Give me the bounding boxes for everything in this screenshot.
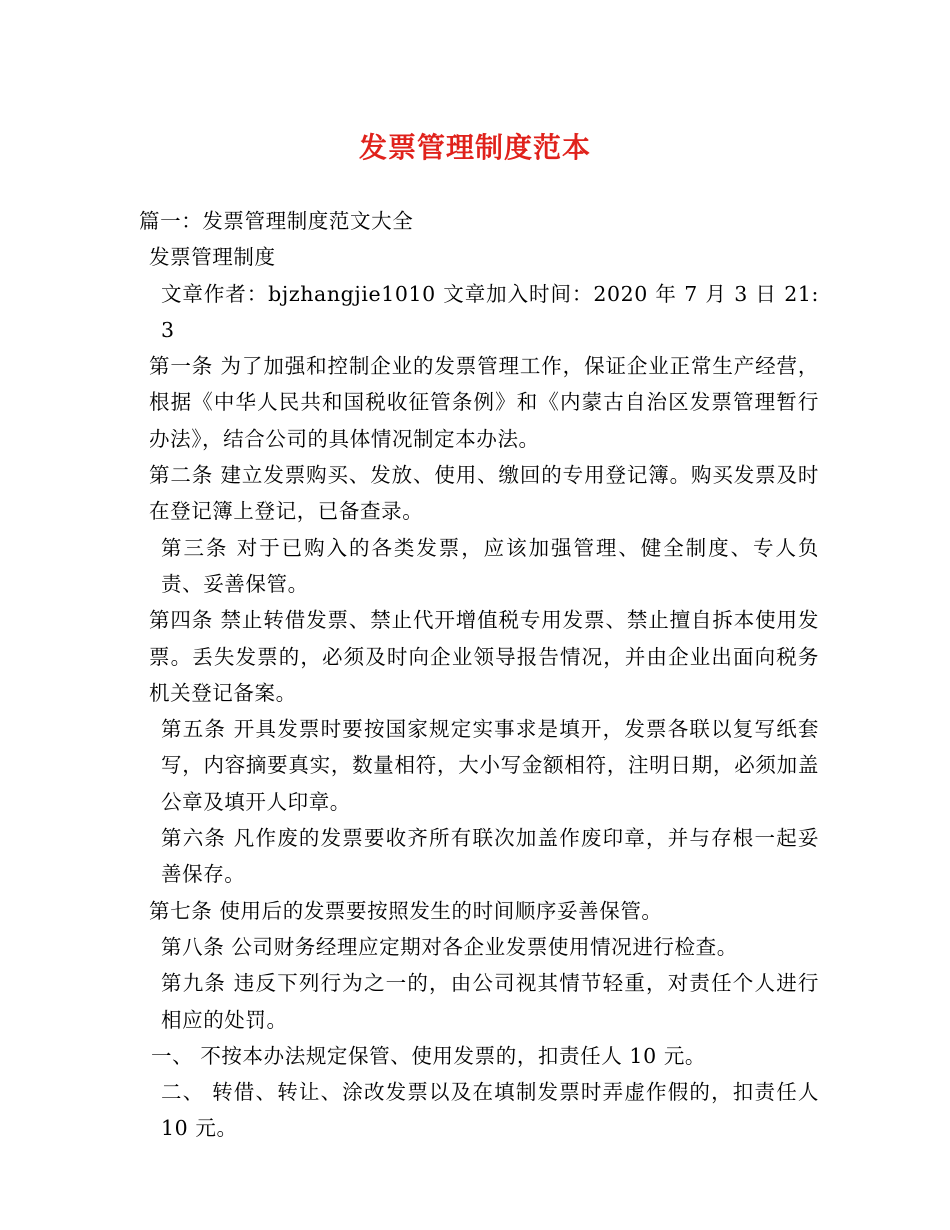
subheading: 发票管理制度 bbox=[149, 245, 276, 270]
article-6: 第六条 凡作废的发票要收齐所有联次加盖作废印章，并与存根一起妥善保存。 bbox=[161, 826, 819, 887]
article-4: 第四条 禁止转借发票、禁止代开增值税专用发票、禁止擅自拆本使用发票。丢失发票的，必须及时向企业领导报告情况，并由企业出面向税务机关登记备案。 bbox=[149, 608, 819, 705]
article-3: 第三条 对于已购入的各类发票，应该加强管理、健全制度、专人负责、妥善保管。 bbox=[161, 535, 819, 596]
section-heading: 篇一：发票管理制度范文大全 bbox=[139, 209, 414, 233]
article-9: 第九条 违反下列行为之一的，由公司视其情节轻重，对责任个人进行相应的处罚。 bbox=[161, 971, 819, 1032]
penalty-item-1: 一、 不按本办法规定保管、使用发票的，扣责任人 10 元。 bbox=[151, 1043, 707, 1068]
article-5: 第五条 开具发票时要按国家规定实事求是填开，发票各联以复写纸套写，内容摘要真实，数量相符，大小写金额相符，注明日期，必须加盖公章及填开人印章。 bbox=[161, 717, 819, 814]
penalty-item-2: 二、 转借、转让、涂改发票以及在填制发票时弄虚作假的，扣责任人 10 元。 bbox=[161, 1080, 819, 1141]
document-body bbox=[139, 203, 819, 1147]
article-2: 第二条 建立发票购买、发放、使用、缴回的专用登记簿。购买发票及时在登记簿上登记，已备查录。 bbox=[149, 463, 819, 524]
article-8: 第八条 公司财务经理应定期对各企业发票使用情况进行检查。 bbox=[161, 934, 738, 959]
document-title: 发票管理制度范本 bbox=[358, 131, 591, 164]
author-line: 文章作者：bjzhangjie1010 文章加入时间：2020 年 7 月 3 日 21:3 bbox=[161, 281, 819, 342]
article-1: 第一条 为了加强和控制企业的发票管理工作，保证企业正常生产经营，根据《中华人民共和国税收征管条例》和《内蒙古自治区发票管理暂行办法》，结合公司的具体情况制定本办法。 bbox=[149, 354, 819, 451]
article-7: 第七条 使用后的发票要按照发生的时间顺序妥善保管。 bbox=[149, 898, 663, 923]
